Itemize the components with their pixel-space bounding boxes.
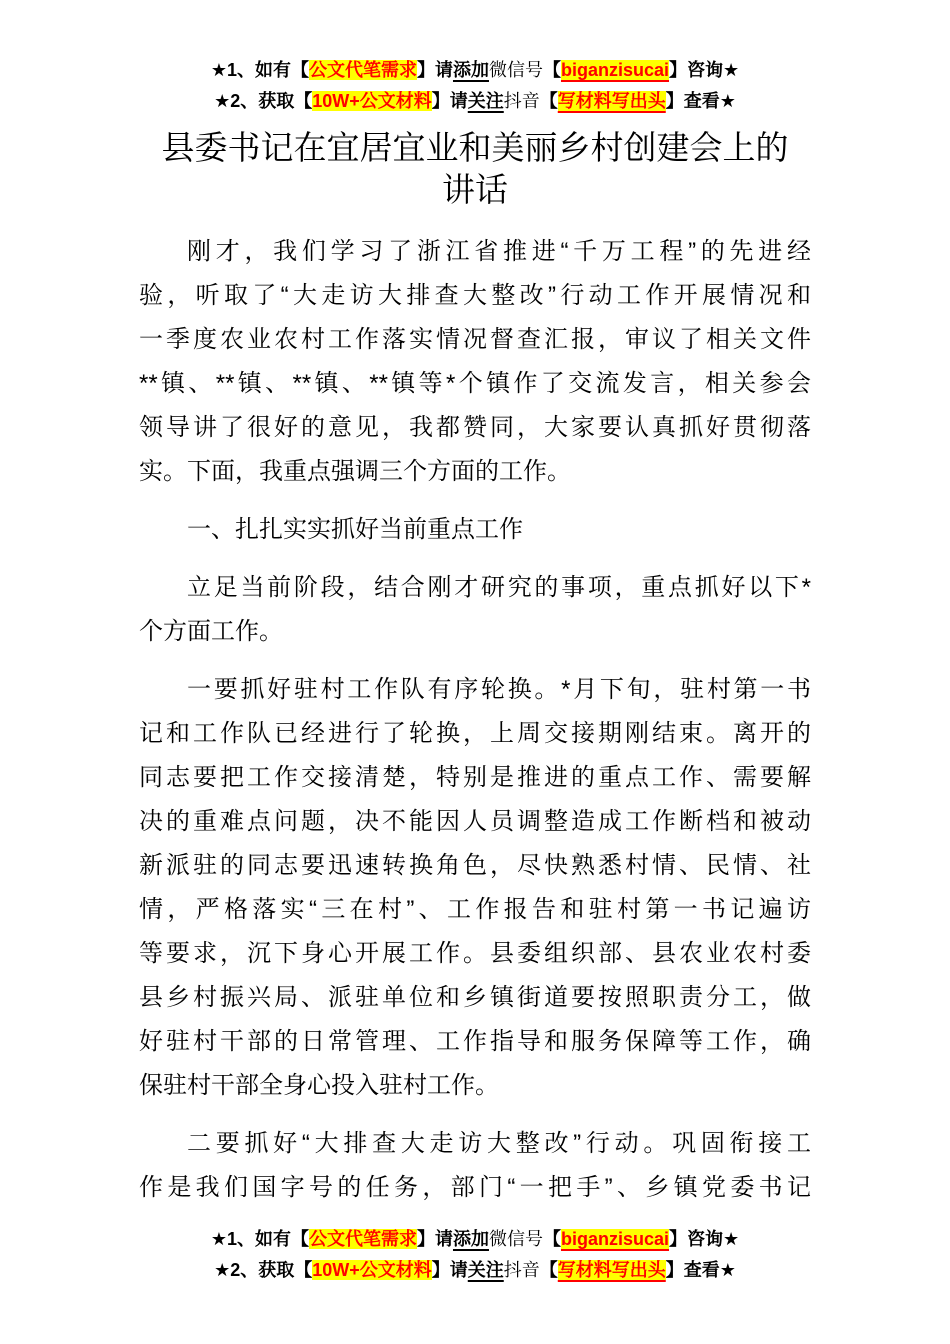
banner-text: 】请 <box>416 1229 453 1249</box>
banner-text: 】请 <box>431 1260 468 1280</box>
text-line: 二要抓好“大排查大走访大整改”行动。巩固衔接工 <box>187 1130 811 1157</box>
banner-text: 关注 <box>467 1260 504 1280</box>
highlighted-text: 10W+公文材料 <box>312 91 432 111</box>
text-line: 县乡村振兴局、派驻单位和乡镇街道要按照职责分工，做 <box>139 984 811 1011</box>
highlighted-text: 写材料写出头 <box>557 1260 666 1280</box>
banner-text: ★1、如有【 <box>210 1229 309 1249</box>
paragraph <box>139 668 811 1108</box>
highlighted-text: biganzisucai <box>560 1229 670 1249</box>
banner-text: 】请 <box>416 60 453 80</box>
text-line: 同志要把工作交接清楚，特别是推进的重点工作、需要解 <box>139 764 811 791</box>
banner-text: 【 <box>539 91 558 111</box>
text-line: **镇、**镇、**镇、**镇等*个镇作了交流发言，相关参会 <box>139 370 811 397</box>
banner-text: 微信号 <box>488 60 543 80</box>
banner-line-2-bottom <box>139 1255 811 1286</box>
banner-line-1-top <box>139 55 811 86</box>
text-line: 验，听取了“大走访大排查大整改”行动工作开展情况和 <box>139 282 811 309</box>
text-line: 一季度农业农村工作落实情况督查汇报，审议了相关文件 <box>139 326 811 353</box>
banner-text: ★1、如有【 <box>210 60 309 80</box>
banner-text: 关注 <box>467 91 504 111</box>
text-line: 新派驻的同志要迅速转换角色，尽快熟悉村情、民情、社 <box>139 852 811 879</box>
text-line: 作是我们国字号的任务，部门“一把手”、乡镇党委书记 <box>139 1174 811 1201</box>
banner-text: 抖音 <box>503 1260 540 1280</box>
banner-text: ★2、获取【 <box>214 91 313 111</box>
text-line: 保驻村干部全身心投入驻村工作。 <box>139 1072 499 1099</box>
highlighted-text: 公文代笔需求 <box>308 1229 417 1249</box>
document-body <box>139 230 811 1224</box>
promo-banner-bottom <box>139 1224 811 1286</box>
text-line: 实。下面，我重点强调三个方面的工作。 <box>139 458 571 485</box>
banner-line-1-bottom <box>139 1224 811 1255</box>
banner-text: 【 <box>539 1260 558 1280</box>
section-heading <box>139 508 811 552</box>
paragraph <box>139 566 811 654</box>
banner-text: 抖音 <box>503 91 540 111</box>
paragraph <box>139 230 811 494</box>
banner-text: 】请 <box>431 91 468 111</box>
banner-text: 微信号 <box>488 1229 543 1249</box>
banner-text: 添加 <box>452 60 489 80</box>
text-line: 个方面工作。 <box>139 618 283 645</box>
title-line-1: 县委书记在宜居宜业和美丽乡村创建会上的 <box>161 129 789 166</box>
text-line: 情，严格落实“三在村”、工作报告和驻村第一书记遍访 <box>139 896 811 923</box>
highlighted-text: biganzisucai <box>560 60 670 80</box>
banner-text: 【 <box>542 60 561 80</box>
text-line: 立足当前阶段，结合刚才研究的事项，重点抓好以下* <box>187 574 811 601</box>
banner-text: 】查看★ <box>665 1260 736 1280</box>
banner-text: ★2、获取【 <box>214 1260 313 1280</box>
banner-text: 】咨询★ <box>669 60 740 80</box>
banner-text: 】查看★ <box>665 91 736 111</box>
text-line: 好驻村干部的日常管理、工作指导和服务保障等工作，确 <box>139 1028 811 1055</box>
text-line: 一要抓好驻村工作队有序轮换。*月下旬，驻村第一书 <box>187 676 811 703</box>
banner-text: 】咨询★ <box>669 1229 740 1249</box>
highlighted-text: 写材料写出头 <box>557 91 666 111</box>
banner-text: 【 <box>542 1229 561 1249</box>
text-line: 一、扎扎实实抓好当前重点工作 <box>187 516 523 543</box>
text-line: 领导讲了很好的意见，我都赞同，大家要认真抓好贯彻落 <box>139 414 811 441</box>
banner-line-2-top <box>139 86 811 117</box>
highlighted-text: 10W+公文材料 <box>312 1260 432 1280</box>
text-line: 等要求，沉下身心开展工作。县委组织部、县农业农村委 <box>139 940 811 967</box>
title-line-2: 讲话 <box>442 171 508 208</box>
banner-text: 添加 <box>452 1229 489 1249</box>
document-title <box>139 127 811 211</box>
paragraph <box>139 1122 811 1210</box>
text-line: 记和工作队已经进行了轮换，上周交接期刚结束。离开的 <box>139 720 811 747</box>
highlighted-text: 公文代笔需求 <box>308 60 417 80</box>
text-line: 刚才，我们学习了浙江省推进“千万工程”的先进经 <box>187 238 811 265</box>
text-line: 决的重难点问题，决不能因人员调整造成工作断档和被动 <box>139 808 811 835</box>
promo-banner-top <box>139 55 811 117</box>
